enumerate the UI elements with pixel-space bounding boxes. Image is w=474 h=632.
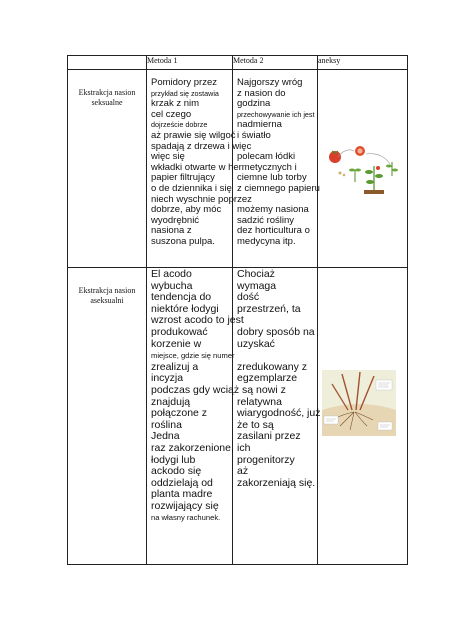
- table-row: [68, 70, 408, 268]
- row-label-line: aseksualni: [90, 296, 124, 305]
- cell-text-line: wkładki otwarte w hermetycznych i: [151, 161, 297, 173]
- cell-text-line: niektóre łodygi: [151, 302, 219, 315]
- cell-text-line: medycyna itp.: [237, 235, 296, 247]
- cell-text-line: ackodo się: [151, 465, 202, 478]
- cell-text-line: ich: [237, 441, 251, 454]
- cell-text-line: planta madre: [151, 488, 213, 501]
- cell-text-line: przykład się zostawia: [151, 88, 219, 98]
- cell-text-line: że to są: [237, 418, 274, 431]
- cell-text-line: nasiona z: [151, 225, 192, 237]
- cell-text-line: uzyskać: [237, 337, 275, 350]
- cell-text-line: raz zakorzenione,: [151, 441, 234, 454]
- cell-text-line: roślina: [151, 418, 182, 431]
- cell-text-line: wyodrębnić: [151, 214, 200, 226]
- cell-text-line: oddzielają od: [151, 476, 213, 489]
- cell-text-line: progenitorzy: [237, 453, 295, 466]
- header-annexes: aneksy: [318, 56, 408, 70]
- cell-text-line: dobrze, aby móc: [151, 204, 222, 216]
- cell-text-line: tendencja do: [151, 291, 212, 304]
- header-method-2: Metoda 2: [233, 56, 318, 70]
- cell-text-line: cel czego: [151, 108, 192, 120]
- cell-text-line: Chociaż: [237, 268, 275, 280]
- method-2-text: [237, 268, 321, 489]
- cell-text-line: [237, 350, 317, 362]
- table-row: [68, 268, 408, 565]
- cell-text-line: aż prawie się wilgoć: [151, 129, 236, 141]
- cell-text-line: papier filtrujący: [151, 172, 215, 184]
- cell-text-line: Pomidory przez: [151, 77, 217, 88]
- cell-text-line: nadmierna: [237, 119, 282, 131]
- cell-text-line: sadzić rośliny: [237, 214, 295, 226]
- cell-text-line: wybucha: [151, 279, 193, 292]
- methods-table: [67, 55, 408, 565]
- cell-text-line: dojrzeście dobrze: [151, 120, 208, 130]
- cell-text-line: spadają z drzewa i więc: [151, 140, 252, 152]
- row-label-line: seksualne: [91, 98, 123, 107]
- cell-text-line: zredukowany z: [237, 360, 308, 373]
- cell-text-line: korzenie w: [151, 337, 202, 350]
- cell-text-line: rozwijający się: [151, 499, 219, 512]
- cell-text-line: aż: [237, 465, 249, 478]
- cell-text-line: wiarygodność, już: [237, 407, 321, 420]
- cell-text-line: relatywna: [237, 395, 282, 408]
- row-label-sexual: [68, 70, 147, 268]
- cell-text-line: El acodo: [151, 268, 192, 280]
- cell-text-line: przestrzeń, ta: [237, 302, 301, 315]
- cell-text-line: incyzja: [151, 372, 184, 385]
- cell-text-line: Najgorszy wróg: [237, 77, 303, 88]
- cell-text-line: egzemplarze: [237, 372, 298, 385]
- row-label-line: Ekstrakcja nasion: [78, 88, 136, 97]
- cell-text-line: więc się: [151, 151, 185, 163]
- annex-cell: [318, 70, 408, 268]
- cell-text-line: produkować: [151, 325, 208, 338]
- cell-text-line: zakorzeniają się.: [237, 476, 316, 489]
- header-method-1: Metoda 1: [147, 56, 233, 70]
- soil-icon: [364, 190, 384, 194]
- cell-text-line: wzrost acodo to jest: [151, 314, 244, 327]
- cell-text-line: z ciemnego papieru: [237, 182, 320, 194]
- cell-text-line: miejsce, gdzie się numer: [151, 351, 235, 361]
- header-empty: [68, 56, 147, 70]
- seed-icon: [339, 172, 342, 175]
- annex-cell: [318, 268, 408, 565]
- cell-text-line: znajdują: [151, 395, 191, 408]
- cell-text-line: godzina: [237, 98, 271, 110]
- cell-text-line: zrealizuj a: [151, 360, 199, 373]
- table-header-row: [68, 56, 408, 70]
- cell-text-line: niech wyschnie poprzez: [151, 193, 252, 205]
- cell-text-line: suszona pulpa.: [151, 235, 215, 247]
- cell-text-line: z nasion do: [237, 87, 286, 99]
- cell-text-line: połączone z: [151, 407, 208, 420]
- row-label-asexual: [68, 268, 147, 565]
- cell-text-line: o de dziennika i się: [151, 182, 232, 194]
- cell-text-line: krzak z nim: [151, 98, 200, 110]
- tomato-lifecycle-illustration: [318, 70, 408, 267]
- cell-text-line: możemy nasiona: [237, 204, 309, 216]
- cell-text-line: polecam łódki: [237, 151, 296, 163]
- svg-text:·: ·: [368, 150, 369, 154]
- cell-text-line: dość: [237, 291, 260, 304]
- cell-text-line: dez horticultura o: [237, 225, 310, 237]
- cell-text-line: przechowywanie ich jest: [237, 109, 315, 119]
- cell-text-line: na własny rachunek.: [151, 513, 221, 523]
- row-label-line: Ekstrakcja nasion: [78, 286, 136, 295]
- cell-text-line: ciemne lub torby: [237, 172, 307, 184]
- method-2-cell: [233, 268, 321, 565]
- cell-text-line: łodygi lub: [151, 453, 196, 466]
- cell-text-line: zasilani przez: [237, 430, 301, 443]
- cell-text-line: dobry sposób na: [237, 325, 315, 338]
- cell-text-line: Jedna: [151, 430, 180, 443]
- cell-text-line: podczas gdy wciąż są nowi z: [151, 383, 286, 396]
- cell-text-line: wymaga: [237, 279, 277, 292]
- layering-propagation-illustration: [318, 268, 408, 564]
- cell-text-line: i światło: [237, 129, 271, 141]
